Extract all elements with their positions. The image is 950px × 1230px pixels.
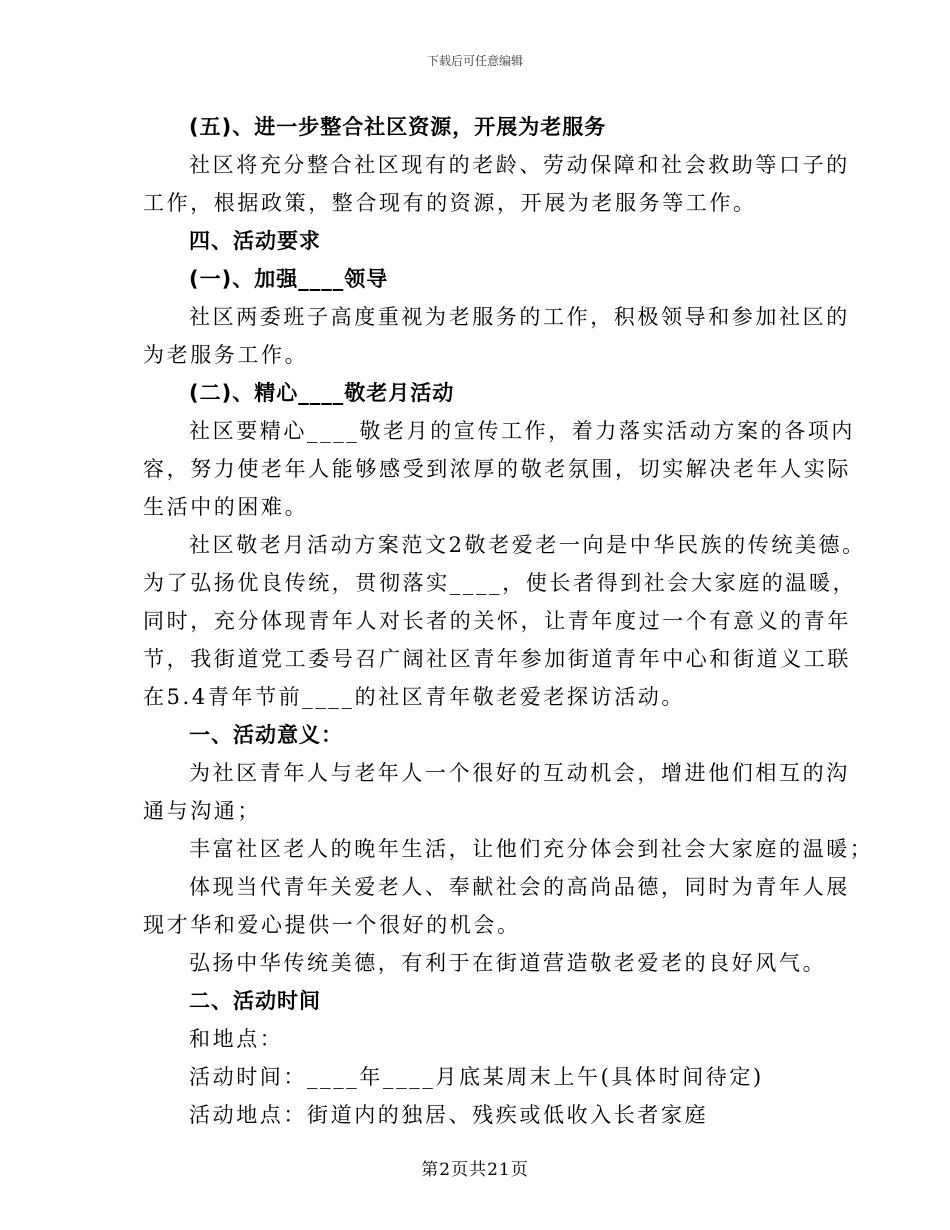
paragraph-line: 为了弘扬优良传统，贯彻落实____，使长者得到社会大家庭的温暖， <box>143 571 857 595</box>
paragraph-line: 同时，充分体现青年人对长者的关怀，让青年度过一个有意义的青年 <box>143 609 851 633</box>
paragraph-line: 和地点： <box>189 1027 284 1051</box>
page-number: 第2页共21页 <box>421 1160 529 1180</box>
paragraph-line: 体现当代青年关爱老人、奉献社会的高尚品德，同时为青年人展 <box>189 875 850 899</box>
paragraph-line: 为老服务工作。 <box>143 343 309 367</box>
paragraph-line: 丰富社区老人的晚年生活，让他们充分体会到社会大家庭的温暖； <box>189 837 874 861</box>
section-heading: 二、活动时间 <box>189 989 321 1013</box>
paragraph-line: 社区两委班子高度重视为老服务的工作，积极领导和参加社区的 <box>189 305 850 329</box>
section-heading: (二)、精心____敬老月活动 <box>189 381 455 405</box>
section-heading: 四、活动要求 <box>189 229 321 253</box>
paragraph-line: 生活中的困难。 <box>143 495 309 519</box>
section-heading: (一)、加强____领导 <box>189 267 389 291</box>
paragraph-line: 活动时间：____年____月底某周末上午(具体时间待定) <box>189 1065 764 1089</box>
paragraph-line: 弘扬中华传统美德，有利于在街道营造敬老爱老的良好风气。 <box>189 951 827 975</box>
paragraph-line: 社区将充分整合社区现有的老龄、劳动保障和社会救助等口子的 <box>189 153 850 177</box>
page-header: 下载后可任意编辑 <box>426 54 523 68</box>
paragraph-line: 活动地点：街道内的独居、残疾或低收入长者家庭 <box>189 1103 709 1127</box>
paragraph-line: 容，努力使老年人能够感受到浓厚的敬老氛围，切实解决老年人实际 <box>143 457 851 481</box>
paragraph-line: 为社区青年人与老年人一个很好的互动机会，增进他们相互的沟 <box>189 761 850 785</box>
paragraph-line: 工作，根据政策，整合现有的资源，开展为老服务等工作。 <box>143 191 757 215</box>
paragraph-line: 通与沟通； <box>143 799 261 823</box>
paragraph-line: 社区敬老月活动方案范文2敬老爱老一向是中华民族的传统美德。 <box>189 533 866 557</box>
document-body <box>143 108 874 1134</box>
paragraph-line: 社区要精心____敬老月的宣传工作，着力落实活动方案的各项内 <box>189 419 855 443</box>
paragraph-line: 节，我街道党工委号召广阔社区青年参加街道青年中心和街道义工联 <box>143 647 851 671</box>
section-heading: (五)、进一步整合社区资源，开展为老服务 <box>189 115 607 139</box>
paragraph-line: 在5.4青年节前____的社区青年敬老爱老探访活动。 <box>143 685 685 709</box>
paragraph-line: 现才华和爱心提供一个很好的机会。 <box>143 913 521 937</box>
section-heading: 一、活动意义： <box>189 723 343 747</box>
